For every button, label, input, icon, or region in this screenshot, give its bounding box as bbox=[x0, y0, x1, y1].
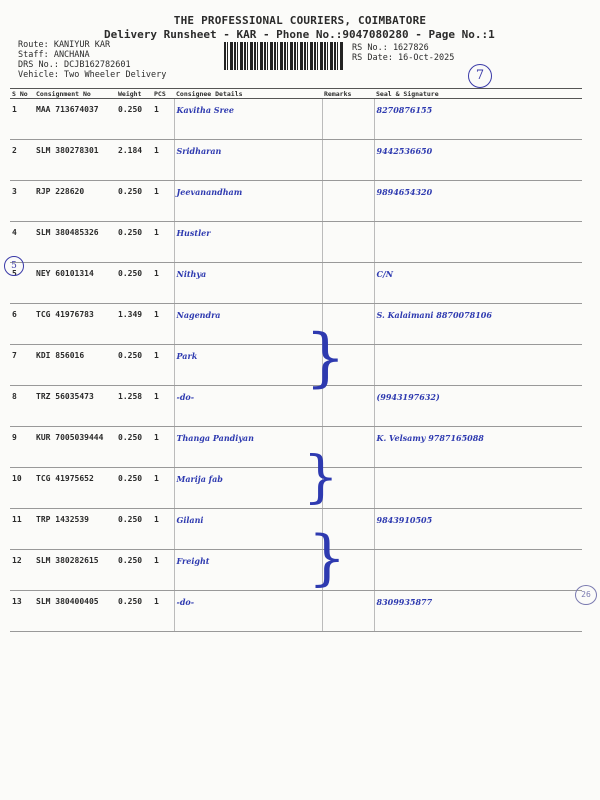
consignment-number: KUR 7005039444 bbox=[34, 427, 116, 468]
weight-value: 0.250 bbox=[116, 509, 152, 550]
staff-label: Staff: ANCHANA bbox=[18, 50, 90, 60]
pieces-count: 1 bbox=[152, 181, 174, 222]
consignee-name: Park bbox=[174, 345, 322, 386]
table-row bbox=[10, 140, 582, 181]
consignment-number: TRP 1432539 bbox=[34, 509, 116, 550]
serial-number: 6 bbox=[10, 304, 34, 345]
column-header: Seal & Signature bbox=[374, 89, 582, 99]
pieces-count: 1 bbox=[152, 550, 174, 591]
signature-cell: 8270876155 bbox=[374, 99, 582, 140]
rs-number: RS No.: 1627826 bbox=[352, 43, 429, 53]
table-row bbox=[10, 468, 582, 509]
signature-cell: 9894654320 bbox=[374, 181, 582, 222]
consignee-name: Gilani bbox=[174, 509, 322, 550]
column-header: PCS bbox=[152, 89, 174, 99]
consignment-number: SLM 380400405 bbox=[34, 591, 116, 632]
weight-value: 0.250 bbox=[116, 591, 152, 632]
consignment-number: SLM 380282615 bbox=[34, 550, 116, 591]
consignment-number: TCG 41976783 bbox=[34, 304, 116, 345]
serial-number: 13 bbox=[10, 591, 34, 632]
table-row bbox=[10, 591, 582, 632]
table-body bbox=[10, 99, 582, 632]
serial-number: 4 bbox=[10, 222, 34, 263]
signature-cell: (9943197632) bbox=[374, 386, 582, 427]
serial-number: 9 bbox=[10, 427, 34, 468]
pieces-count: 1 bbox=[152, 140, 174, 181]
consignment-number: RJP 228620 bbox=[34, 181, 116, 222]
table-row bbox=[10, 550, 582, 591]
remarks-cell bbox=[322, 222, 374, 263]
consignment-number: TRZ 56035473 bbox=[34, 386, 116, 427]
weight-value: 0.250 bbox=[116, 181, 152, 222]
consignee-name: Jeevanandham bbox=[174, 181, 322, 222]
column-header: Remarks bbox=[322, 89, 374, 99]
remarks-cell bbox=[322, 591, 374, 632]
barcode bbox=[224, 42, 344, 70]
pieces-count: 1 bbox=[152, 222, 174, 263]
drs-number: DRS No.: DCJB162782601 bbox=[18, 60, 131, 70]
serial-number: 7 bbox=[10, 345, 34, 386]
pieces-count: 1 bbox=[152, 386, 174, 427]
table-row bbox=[10, 263, 582, 304]
pieces-count: 1 bbox=[152, 591, 174, 632]
signature-cell bbox=[374, 222, 582, 263]
signature-cell: 9843910505 bbox=[374, 509, 582, 550]
consignee-name: -do- bbox=[174, 591, 322, 632]
rs-date: RS Date: 16-Oct-2025 bbox=[352, 53, 455, 63]
weight-value: 1.258 bbox=[116, 386, 152, 427]
consignee-name: Sridharan bbox=[174, 140, 322, 181]
column-header: Consignee Details bbox=[174, 89, 322, 99]
consignment-number: MAA 713674037 bbox=[34, 99, 116, 140]
consignee-name: Hustler bbox=[174, 222, 322, 263]
document-title: THE PROFESSIONAL COURIERS, COIMBATORE bbox=[173, 14, 427, 27]
signature-cell: 9442536650 bbox=[374, 140, 582, 181]
table-row bbox=[10, 509, 582, 550]
consignee-name: Nithya bbox=[174, 263, 322, 304]
consignment-number: SLM 380485326 bbox=[34, 222, 116, 263]
remarks-cell bbox=[322, 181, 374, 222]
signature-cell: S. Kalaimani 8870078106 bbox=[374, 304, 582, 345]
route-info bbox=[18, 40, 166, 80]
table-row bbox=[10, 181, 582, 222]
consignment-number: KDI 856016 bbox=[34, 345, 116, 386]
runsheet-table bbox=[10, 88, 582, 632]
serial-number: 3 bbox=[10, 181, 34, 222]
pieces-count: 1 bbox=[152, 509, 174, 550]
signature-cell bbox=[374, 468, 582, 509]
serial-number: 1 bbox=[10, 99, 34, 140]
serial-number: 5 bbox=[10, 263, 34, 304]
signature-cell bbox=[374, 550, 582, 591]
remarks-cell bbox=[322, 99, 374, 140]
brace-mark: } bbox=[308, 523, 347, 593]
signature-cell: K. Velsamy 9787165088 bbox=[374, 427, 582, 468]
pieces-count: 1 bbox=[152, 468, 174, 509]
column-header: Consignment No bbox=[34, 89, 116, 99]
margin-circle-mark: 5 bbox=[4, 256, 24, 276]
table-row bbox=[10, 222, 582, 263]
weight-value: 0.250 bbox=[116, 468, 152, 509]
pieces-count: 1 bbox=[152, 99, 174, 140]
weight-value: 1.349 bbox=[116, 304, 152, 345]
table-row bbox=[10, 386, 582, 427]
table-row bbox=[10, 304, 582, 345]
pieces-count: 1 bbox=[152, 263, 174, 304]
consignee-name: Nagendra bbox=[174, 304, 322, 345]
consignee-name: Freight bbox=[174, 550, 322, 591]
weight-value: 0.250 bbox=[116, 345, 152, 386]
consignee-name: Marija fab bbox=[174, 468, 322, 509]
brace-mark: } bbox=[305, 321, 346, 395]
table-row bbox=[10, 345, 582, 386]
signature-cell: 8309935877 bbox=[374, 591, 582, 632]
weight-value: 0.250 bbox=[116, 550, 152, 591]
consignment-number: NEY 60101314 bbox=[34, 263, 116, 304]
weight-value: 2.184 bbox=[116, 140, 152, 181]
column-header: S No bbox=[10, 89, 34, 99]
serial-number: 11 bbox=[10, 509, 34, 550]
weight-value: 0.250 bbox=[116, 427, 152, 468]
consignment-number: SLM 380278301 bbox=[34, 140, 116, 181]
runsheet-subtitle: Delivery Runsheet - KAR - Phone No.:9047080280 - Page No.:1 bbox=[104, 28, 495, 41]
brace-mark: } bbox=[303, 445, 339, 510]
table-header-row bbox=[10, 89, 582, 99]
column-header: Weight bbox=[116, 89, 152, 99]
signature-cell: C/N bbox=[374, 263, 582, 304]
table-row bbox=[10, 99, 582, 140]
serial-number: 12 bbox=[10, 550, 34, 591]
signature-cell bbox=[374, 345, 582, 386]
consignment-number: TCG 41975652 bbox=[34, 468, 116, 509]
route-label: Route: KANIYUR KAR bbox=[18, 40, 111, 50]
remarks-cell bbox=[322, 140, 374, 181]
consignee-name: Kavitha Sree bbox=[174, 99, 322, 140]
weight-value: 0.250 bbox=[116, 263, 152, 304]
remarks-cell bbox=[322, 263, 374, 304]
pieces-count: 1 bbox=[152, 345, 174, 386]
serial-number: 10 bbox=[10, 468, 34, 509]
weight-value: 0.250 bbox=[116, 99, 152, 140]
vehicle-label: Vehicle: Two Wheeler Delivery bbox=[18, 70, 167, 80]
weight-value: 0.250 bbox=[116, 222, 152, 263]
consignee-name: Thanga Pandiyan bbox=[174, 427, 322, 468]
table-row bbox=[10, 427, 582, 468]
page-mark-circle: 7 bbox=[468, 64, 492, 88]
pieces-count: 1 bbox=[152, 427, 174, 468]
rs-info bbox=[352, 43, 454, 63]
pieces-count: 1 bbox=[152, 304, 174, 345]
serial-number: 8 bbox=[10, 386, 34, 427]
margin-circle-mark: 26 bbox=[575, 585, 597, 605]
consignee-name: -do- bbox=[174, 386, 322, 427]
serial-number: 2 bbox=[10, 140, 34, 181]
